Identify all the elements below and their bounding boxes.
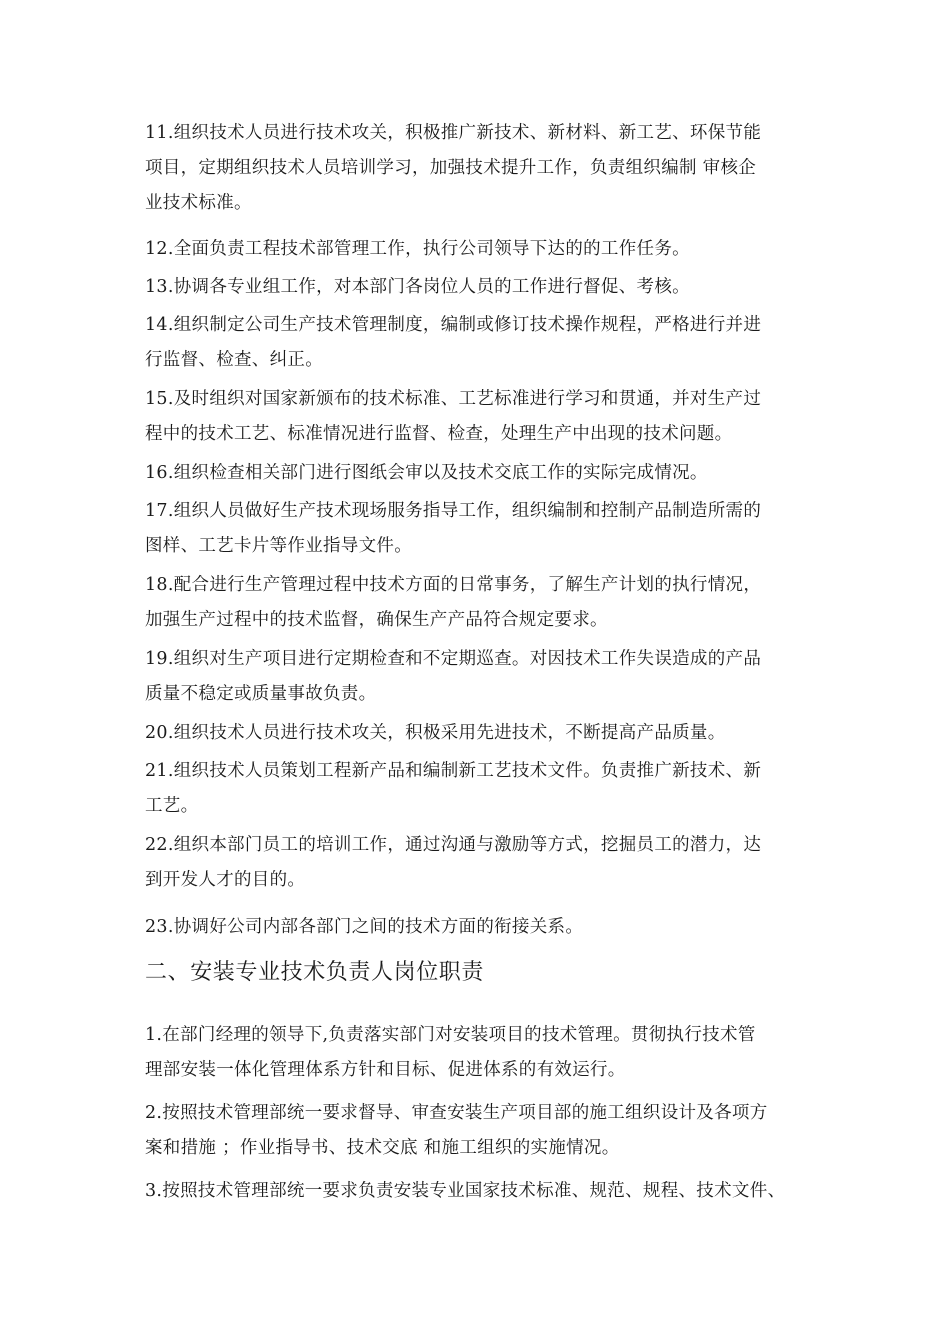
list-item-22 — [145, 828, 810, 898]
list-item-14 — [145, 308, 810, 378]
list-item-18 — [145, 568, 810, 638]
text-line: 3.按照技术管理部统一要求负责安装专业国家技术标准、规范、规程、技术文件、 — [145, 1181, 786, 1201]
list-item-1 — [145, 1018, 810, 1088]
text-line: 22.组织本部门员工的培训工作，通过沟通与激励等方式，挖掘员工的潜力，达 — [145, 835, 762, 855]
list-item-2 — [145, 1096, 810, 1166]
text-line: 21.组织技术人员策划工程新产品和编制新工艺技术文件。负责推广新技术、新 — [145, 761, 762, 781]
list-item-20 — [145, 716, 810, 751]
text-line: 16.组织检查相关部门进行图纸会审以及技术交底工作的实际完成情况。 — [145, 463, 708, 483]
text-line: 19.组织对生产项目进行定期检查和不定期巡查。对因技术工作失误造成的产品 — [145, 649, 762, 669]
text-line: 17.组织人员做好生产技术现场服务指导工作，组织编制和控制产品制造所需的 — [145, 501, 762, 521]
text-line: 案和措施 ；作业指导书、技术交底 和施工组织的实施情况。 — [145, 1138, 620, 1158]
section-heading: 二、安装专业技术负责人岗位职责 — [145, 960, 485, 985]
list-item-17 — [145, 494, 810, 564]
text-line: 12.全面负责工程技术部管理工作，执行公司领导下达的的工作任务。 — [145, 239, 690, 259]
list-item-16 — [145, 456, 810, 491]
text-line: 1.在部门经理的领导下,负责落实部门对安装项目的技术管理。贯彻执行技术管 — [145, 1025, 756, 1045]
list-item-15 — [145, 382, 810, 452]
list-item-3 — [145, 1174, 810, 1209]
text-line: 程中的技术工艺、标准情况进行监督、检查，处理生产中出现的技术问题。 — [145, 424, 733, 444]
text-line: 18.配合进行生产管理过程中技术方面的日常事务，了解生产计划的执行情况， — [145, 575, 762, 595]
text-line: 加强生产过程中的技术监督，确保生产产品符合规定要求。 — [145, 610, 608, 630]
text-line: 13.协调各专业组工作，对本部门各岗位人员的工作进行督促、考核。 — [145, 277, 690, 297]
list-item-21 — [145, 754, 810, 824]
text-line: 11.组织技术人员进行技术攻关，积极推广新技术、新材料、新工艺、环保节能 — [145, 123, 762, 143]
list-item-13 — [145, 270, 810, 305]
text-line: 项目，定期组织技术人员培训学习，加强技术提升工作，负责组织编制 审核企 — [145, 158, 757, 178]
list-item-19 — [145, 642, 810, 712]
text-line: 图样、工艺卡片等作业指导文件。 — [145, 536, 412, 556]
text-line: 行监督、检查、纠正。 — [145, 350, 323, 370]
list-item-12 — [145, 232, 810, 267]
list-item-11 — [145, 116, 810, 221]
list-item-23 — [145, 910, 810, 945]
text-line: 23.协调好公司内部各部门之间的技术方面的衔接关系。 — [145, 917, 584, 937]
text-line: 业技术标准。 — [145, 193, 252, 213]
text-line: 质量不稳定或质量事故负责。 — [145, 684, 377, 704]
text-line: 理部安装一体化管理体系方针和目标、促进体系的有效运行。 — [145, 1060, 626, 1080]
text-line: 到开发人才的目的。 — [145, 870, 306, 890]
text-line: 2.按照技术管理部统一要求督导、审查安装生产项目部的施工组织设计及各项方 — [145, 1103, 768, 1123]
text-line: 14.组织制定公司生产技术管理制度，编制或修订技术操作规程，严格进行并进 — [145, 315, 762, 335]
text-line: 工艺。 — [145, 796, 199, 816]
text-line: 15.及时组织对国家新颁布的技术标准、工艺标准进行学习和贯通，并对生产过 — [145, 389, 762, 409]
text-line: 20.组织技术人员进行技术攻关，积极采用先进技术，不断提高产品质量。 — [145, 723, 726, 743]
